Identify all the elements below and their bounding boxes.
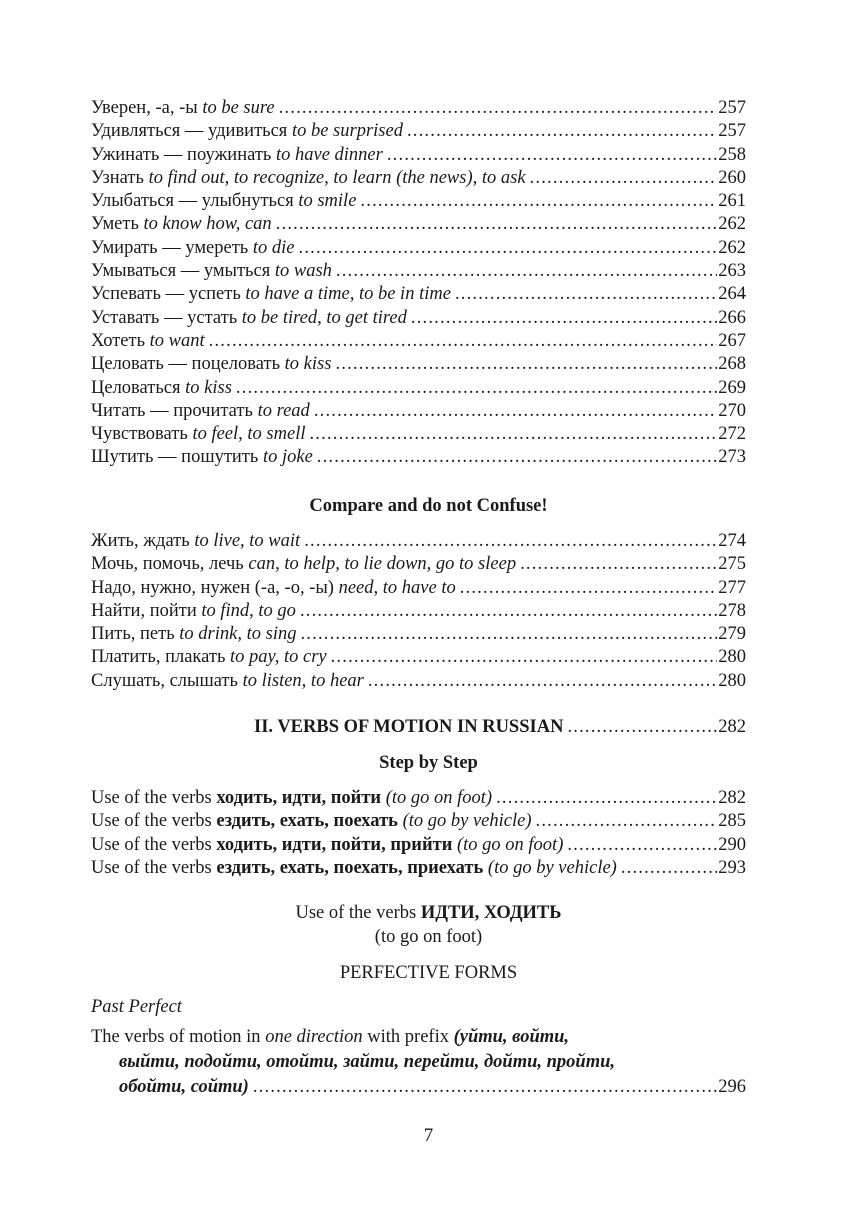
toc-entry[interactable]: Узнать to find out, to recognize, to learn (the news), to ask ..... 260 xyxy=(91,167,746,190)
step-heading: Step by Step xyxy=(379,753,478,773)
toc-entry[interactable]: Надо, нужно, нужен (-а, -о, -ы) need, to have to ..... 277 xyxy=(91,577,746,600)
toc-block-b xyxy=(91,530,746,693)
toc-entry[interactable]: Use of the verbs ездить, ехать, поехать, приехать (to go by vehicle) ..... 293 xyxy=(91,857,746,880)
toc-entry[interactable]: Use of the verbs ходить, идти, пойти, прийти (to go on foot) ..... 290 xyxy=(91,834,746,857)
toc-entry[interactable]: Слушать, слышать to listen, to hear ..... 280 xyxy=(91,670,746,693)
toc-entry[interactable]: Чувствовать to feel, to smell ..... 272 xyxy=(91,423,746,446)
toc-entry[interactable]: Умываться — умыться to wash ..... 263 xyxy=(91,260,746,283)
toc-block-c xyxy=(91,787,746,880)
compare-heading: Compare and do not Confuse! xyxy=(309,496,548,516)
toc-block-a xyxy=(91,97,746,470)
section-2-entry[interactable] xyxy=(254,716,746,739)
toc-entry[interactable]: Use of the verbs ходить, идти, пойти (to go on foot) ..... 282 xyxy=(91,787,746,810)
toc-entry[interactable]: Жить, ждать to live, to wait ..... 274 xyxy=(91,530,746,553)
use-heading-sub: (to go on foot) xyxy=(374,927,483,947)
toc-entry[interactable]: Уставать — устать to be tired, to get tired ..... 266 xyxy=(91,307,746,330)
toc-entry[interactable]: Целовать — поцеловать to kiss ..... 268 xyxy=(91,353,746,376)
toc-entry[interactable]: Найти, пойти to find, to go ..... 278 xyxy=(91,600,746,623)
motion-prefix-entry[interactable]: The verbs of motion in one direction with prefix (уйти, войти, выйти, подойти, отойти, зайти, перейти, дойти, пройти, обойти, сойти) ..... 296 xyxy=(91,1025,746,1100)
toc-entry[interactable]: Успевать — успеть to have a time, to be in time ..... 264 xyxy=(91,283,746,306)
toc-entry[interactable]: Пить, петь to drink, to sing ..... 279 xyxy=(91,623,746,646)
use-heading: Use of the verbs ИДТИ, ХОДИТЬ xyxy=(295,903,562,923)
perfective-heading: PERFECTIVE FORMS xyxy=(339,963,518,983)
past-perfect-label: Past Perfect xyxy=(91,997,182,1017)
toc-entry[interactable]: Хотеть to want ..... 267 xyxy=(91,330,746,353)
toc-entry[interactable]: Платить, плакать to pay, to cry ..... 280 xyxy=(91,646,746,669)
toc-entry[interactable]: Уметь to know how, can ..... 262 xyxy=(91,213,746,236)
toc-entry[interactable]: Целоваться to kiss ..... 269 xyxy=(91,377,746,400)
toc-entry[interactable]: Use of the verbs ездить, ехать, поехать (to go by vehicle) ..... 285 xyxy=(91,810,746,833)
toc-entry[interactable]: Улыбаться — улыбнуться to smile ..... 261 xyxy=(91,190,746,213)
section-2-page: 282 xyxy=(718,717,746,737)
toc-entry[interactable]: Уверен, -а, -ы to be sure ..... 257 xyxy=(91,97,746,120)
toc-entry[interactable]: Шутить — пошутить to joke ..... 273 xyxy=(91,446,746,469)
toc-entry[interactable]: Читать — прочитать to read ..... 270 xyxy=(91,400,746,423)
section-2-title: II. VERBS OF MOTION IN RUSSIAN xyxy=(254,717,564,737)
toc-entry[interactable]: Мочь, помочь, лечь can, to help, to lie down, go to sleep ..... 275 xyxy=(91,553,746,576)
toc-entry[interactable]: Удивляться — удивиться to be surprised ..... 257 xyxy=(91,120,746,143)
toc-entry[interactable]: Умирать — умереть to die ..... 262 xyxy=(91,237,746,260)
page-number: 7 xyxy=(423,1125,434,1146)
toc-entry[interactable]: Ужинать — поужинать to have dinner ..... 258 xyxy=(91,144,746,167)
